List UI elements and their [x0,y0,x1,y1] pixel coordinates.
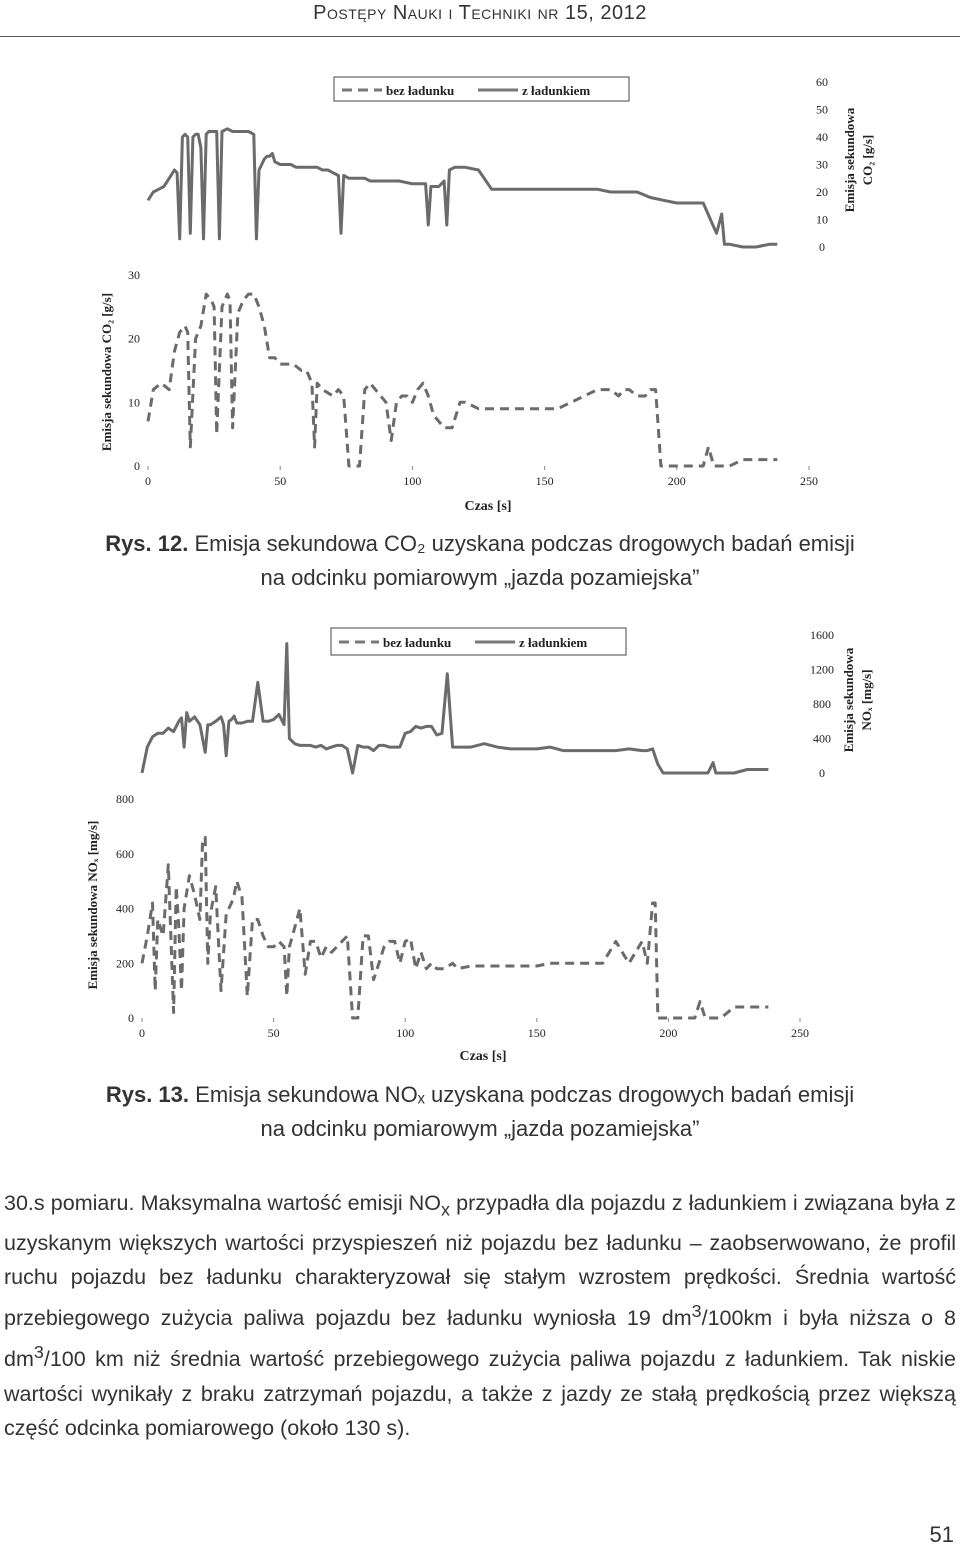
left-y-axis-label: Emisja sekundowa CO₂ [g/s] [99,292,114,452]
right-y-tick-label: 10 [816,212,828,227]
x-tick-label: 200 [659,1026,678,1040]
left-y-tick-label: 800 [116,792,134,806]
right-y-tick-label: 400 [813,731,831,746]
x-tick-label: 100 [396,1026,415,1040]
right-y-tick-label: 1600 [810,628,834,642]
right-y-axis-label-line2: NOₓ [mg/s] [859,669,874,731]
left-y-tick-label: 0 [128,1011,134,1025]
right-y-tick-label: 800 [813,697,831,711]
left-y-tick-label: 30 [128,268,140,282]
x-axis-label: Czas [s] [464,499,512,514]
caption-line: Emisja sekundowa CO₂ uzyskana podczas drogowych badań emisji [194,531,855,556]
left-y-tick-label: 10 [128,395,140,410]
right-y-tick-label: 30 [816,157,828,172]
x-tick-label: 0 [139,1026,145,1040]
figure-13-plot-area [116,628,834,1040]
text-run: /100 km niż średnia wartość przebiegowego zużycia paliwa pojazdu z ładunkiem. Tak niskie wartości wynikały z braku zatrzymań pojazdu, a także z jazdy ze stałą prędkością przez większą część odcinka pomiarowego (około 130 s). [4,1347,956,1440]
figure-13-chart [0,622,960,1067]
right-y-tick-label: 1200 [810,662,834,677]
x-tick-label: 0 [145,474,151,488]
figure-12-caption [0,527,960,595]
legend-label-without-load: bez ładunku [383,635,452,650]
x-tick-label: 50 [267,1026,280,1040]
header-divider [0,36,960,37]
caption-line: na odcinku pomiarowym „jazda pozamiejska” [260,565,700,590]
x-tick-label: 200 [667,474,686,488]
figure-12-chart [0,70,960,520]
subscript: x [441,1199,450,1220]
series-line-with-load [142,644,768,773]
x-tick-label: 100 [403,474,422,488]
x-tick-label: 50 [274,474,287,488]
caption-line: Emisja sekundowa NOₓ uzyskana podczas drogowych badań emisji [195,1082,855,1107]
right-y-tick-label: 0 [819,766,825,780]
left-y-axis-label: Emisja sekundowa NOₓ [mg/s] [85,820,100,990]
journal-header: Postępy Nauki i Techniki nr 15, 2012 [313,2,647,24]
text-run: 30.s pomiaru. Maksymalna wartość emisji NO [4,1191,442,1215]
caption-label: Rys. 12. [105,531,189,556]
body-text [4,1186,956,1445]
x-axis-label: Czas [s] [459,1049,507,1064]
superscript: 3 [691,1301,702,1322]
left-y-tick-label: 600 [116,846,134,861]
paragraph [4,1186,956,1445]
page-number: 51 [929,1522,954,1547]
text-run: /100km i była niższa o 8 dm [4,1306,956,1372]
right-y-tick-label: 0 [819,240,825,254]
right-y-axis-label-line1: Emisja sekundowa [842,107,857,213]
right-y-axis-label-line2: CO₂ [g/s] [860,134,875,186]
legend-label-with-load: z ładunkiem [522,83,591,98]
superscript: 3 [33,1342,44,1363]
x-tick-label: 150 [527,1026,546,1040]
figure-12-plot-area [128,75,828,488]
series-line-with-load [148,129,777,247]
figure-13-caption [0,1078,960,1146]
x-tick-label: 250 [800,474,818,488]
left-y-tick-label: 0 [134,459,140,473]
right-y-tick-label: 40 [816,130,828,144]
caption-line: na odcinku pomiarowym „jazda pozamiejska” [260,1116,700,1141]
x-tick-label: 150 [535,474,554,488]
x-tick-label: 250 [791,1026,809,1040]
caption-label: Rys. 13. [105,1082,190,1107]
legend-label-with-load: z ładunkiem [519,635,588,650]
series-line-without-load [142,837,768,1018]
text-run: przypadła dla pojazdu z ładunkiem i związana była z uzyskanym większych wartości przyspieszeń niż pojazdu bez ładunku – zaobserwowano, że profil ruchu pojazdu bez ładunku charakteryzował się stałym wzrostem prędkości. Średnia wartość przebiegowego zużycia paliwa pojazdu bez ładunku wyniosła 19 dm [4,1191,956,1331]
left-y-tick-label: 200 [116,956,134,971]
legend-label-without-load: bez ładunku [386,83,455,98]
right-y-tick-label: 50 [816,102,828,117]
right-y-tick-label: 20 [816,185,828,199]
right-y-axis-label-line1: Emisja sekundowa [841,647,856,753]
right-y-tick-label: 60 [816,75,828,89]
left-y-tick-label: 20 [128,331,140,346]
left-y-tick-label: 400 [116,901,134,916]
series-line-without-load [148,294,777,466]
